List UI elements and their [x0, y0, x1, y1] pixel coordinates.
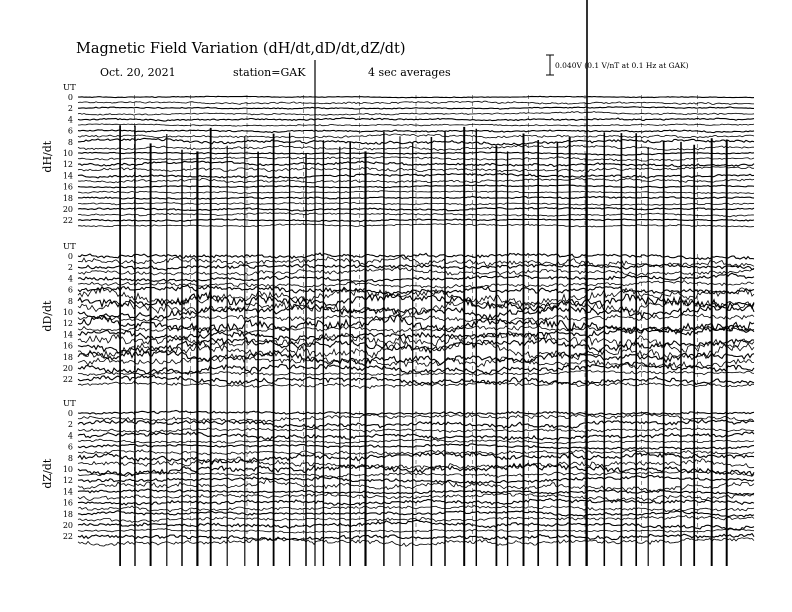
- hour-tick-label: 14: [62, 330, 73, 340]
- hour-tick-label: 8: [67, 296, 73, 306]
- scale-label: 0.040V (0.1 V/nT at 0.1 Hz at GAK): [555, 61, 689, 70]
- hour-tick-label: 8: [67, 137, 73, 147]
- hour-tick-label: 22: [62, 375, 73, 385]
- hour-tick-label: 14: [62, 171, 73, 181]
- hour-tick-label: 6: [67, 442, 73, 452]
- chart-title: Magnetic Field Variation (dH/dt,dD/dt,dZ/dt): [76, 41, 406, 57]
- hour-tick-label: 20: [62, 364, 73, 373]
- panel-ylabel: dD/dt: [41, 300, 54, 332]
- hour-tick-label: 18: [62, 509, 73, 519]
- hour-tick-label: 4: [67, 115, 73, 125]
- hour-tick-label: 18: [62, 193, 73, 203]
- trace-hour-2: [78, 107, 754, 110]
- hour-tick-label: 4: [67, 431, 73, 441]
- hour-tick-label: 20: [62, 205, 73, 214]
- panel-ylabel: dH/dt: [41, 140, 54, 173]
- hour-tick-label: 10: [62, 149, 73, 158]
- ut-axis-label: UT: [63, 399, 76, 409]
- hour-tick-label: 16: [62, 498, 73, 508]
- panel-dH-dt: [41, 83, 754, 228]
- hour-tick-label: 0: [67, 93, 73, 102]
- hour-tick-label: 22: [62, 532, 73, 542]
- chart-averaging: 4 sec averages: [368, 66, 451, 79]
- chart-station: station=GAK: [233, 66, 306, 79]
- trace-hour-6: [78, 285, 754, 295]
- panel-dD-dt: [41, 242, 754, 389]
- ut-axis-label: UT: [63, 242, 76, 252]
- chart-panels: [41, 0, 754, 566]
- hour-tick-label: 10: [62, 308, 73, 317]
- panel-ylabel: dZ/dt: [41, 458, 54, 489]
- hour-tick-label: 8: [67, 453, 73, 463]
- hour-tick-label: 2: [67, 263, 73, 273]
- hour-tick-label: 6: [67, 126, 73, 136]
- chart-date: Oct. 20, 2021: [100, 66, 176, 79]
- hour-tick-label: 0: [67, 409, 73, 418]
- trace-hour-8: [78, 291, 754, 310]
- hour-tick-label: 12: [62, 319, 73, 329]
- hour-tick-label: 18: [62, 352, 73, 362]
- scale-bar: [546, 55, 554, 75]
- ut-axis-label: UT: [63, 83, 76, 93]
- hour-tick-label: 10: [62, 465, 73, 474]
- hour-tick-label: 16: [62, 341, 73, 351]
- hour-tick-label: 22: [62, 216, 73, 226]
- hour-tick-label: 6: [67, 285, 73, 295]
- hour-tick-label: 20: [62, 521, 73, 530]
- hour-tick-label: 14: [62, 487, 73, 497]
- hour-tick-label: 4: [67, 274, 73, 284]
- hour-tick-label: 2: [67, 104, 73, 114]
- trace-hour-14: [78, 174, 754, 179]
- hour-tick-label: 12: [62, 160, 73, 170]
- hour-tick-label: 0: [67, 252, 73, 261]
- hour-tick-label: 12: [62, 476, 73, 486]
- hour-tick-label: 16: [62, 182, 73, 192]
- panel-dZ-dt: [41, 399, 754, 546]
- hour-tick-label: 2: [67, 420, 73, 430]
